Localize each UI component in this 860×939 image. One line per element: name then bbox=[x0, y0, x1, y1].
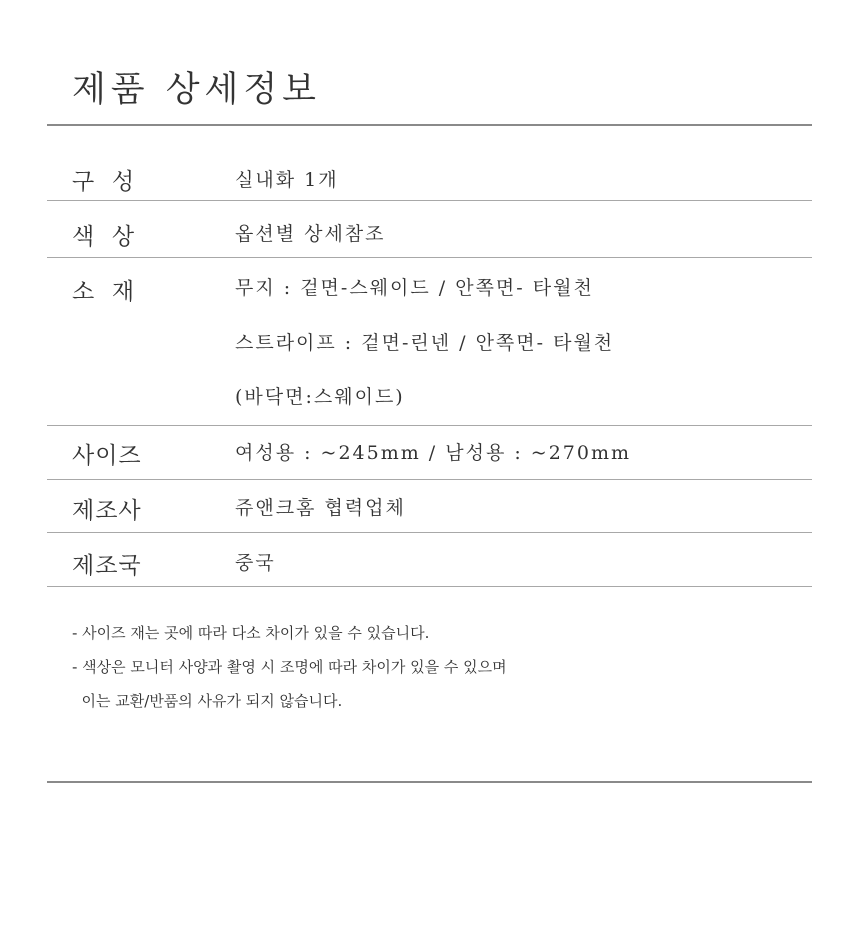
row-value-material-2: 스트라이프 : 겉면-린넨 / 안쪽면- 타월천 bbox=[235, 332, 615, 354]
row-label-composition: 구 성 bbox=[72, 169, 136, 195]
row-label-material: 소 재 bbox=[72, 279, 136, 305]
header-divider bbox=[47, 124, 812, 126]
row-value-composition: 실내화 1개 bbox=[235, 169, 339, 191]
page-title: 제품 상세정보 bbox=[72, 70, 321, 110]
row-value-size: 여성용 : ~245mm / 남성용 : ~270mm bbox=[235, 442, 632, 464]
footer-divider bbox=[47, 781, 812, 783]
row-divider bbox=[47, 257, 812, 258]
row-label-manufacturer: 제조사 bbox=[72, 498, 142, 524]
row-divider bbox=[47, 586, 812, 587]
row-value-manufacturer: 쥬앤크홈 협력업체 bbox=[235, 497, 406, 519]
row-divider bbox=[47, 479, 812, 480]
row-divider bbox=[47, 425, 812, 426]
row-value-material-3: (바닥면:스웨이드) bbox=[235, 386, 405, 408]
row-divider bbox=[47, 532, 812, 533]
row-value-origin: 중국 bbox=[235, 552, 276, 574]
row-label-size: 사이즈 bbox=[72, 443, 142, 469]
row-label-origin: 제조국 bbox=[72, 553, 142, 579]
note-line: 이는 교환/반품의 사유가 되지 않습니다. bbox=[72, 692, 343, 710]
note-line: - 사이즈 재는 곳에 따라 다소 차이가 있을 수 있습니다. bbox=[72, 624, 430, 642]
row-value-material-1: 무지 : 겉면-스웨이드 / 안쪽면- 타월천 bbox=[235, 277, 594, 299]
note-line: - 색상은 모니터 사양과 촬영 시 조명에 따라 차이가 있을 수 있으며 bbox=[72, 658, 507, 676]
row-value-color: 옵션별 상세참조 bbox=[235, 223, 386, 245]
row-label-color: 색 상 bbox=[72, 224, 136, 250]
row-divider bbox=[47, 200, 812, 201]
